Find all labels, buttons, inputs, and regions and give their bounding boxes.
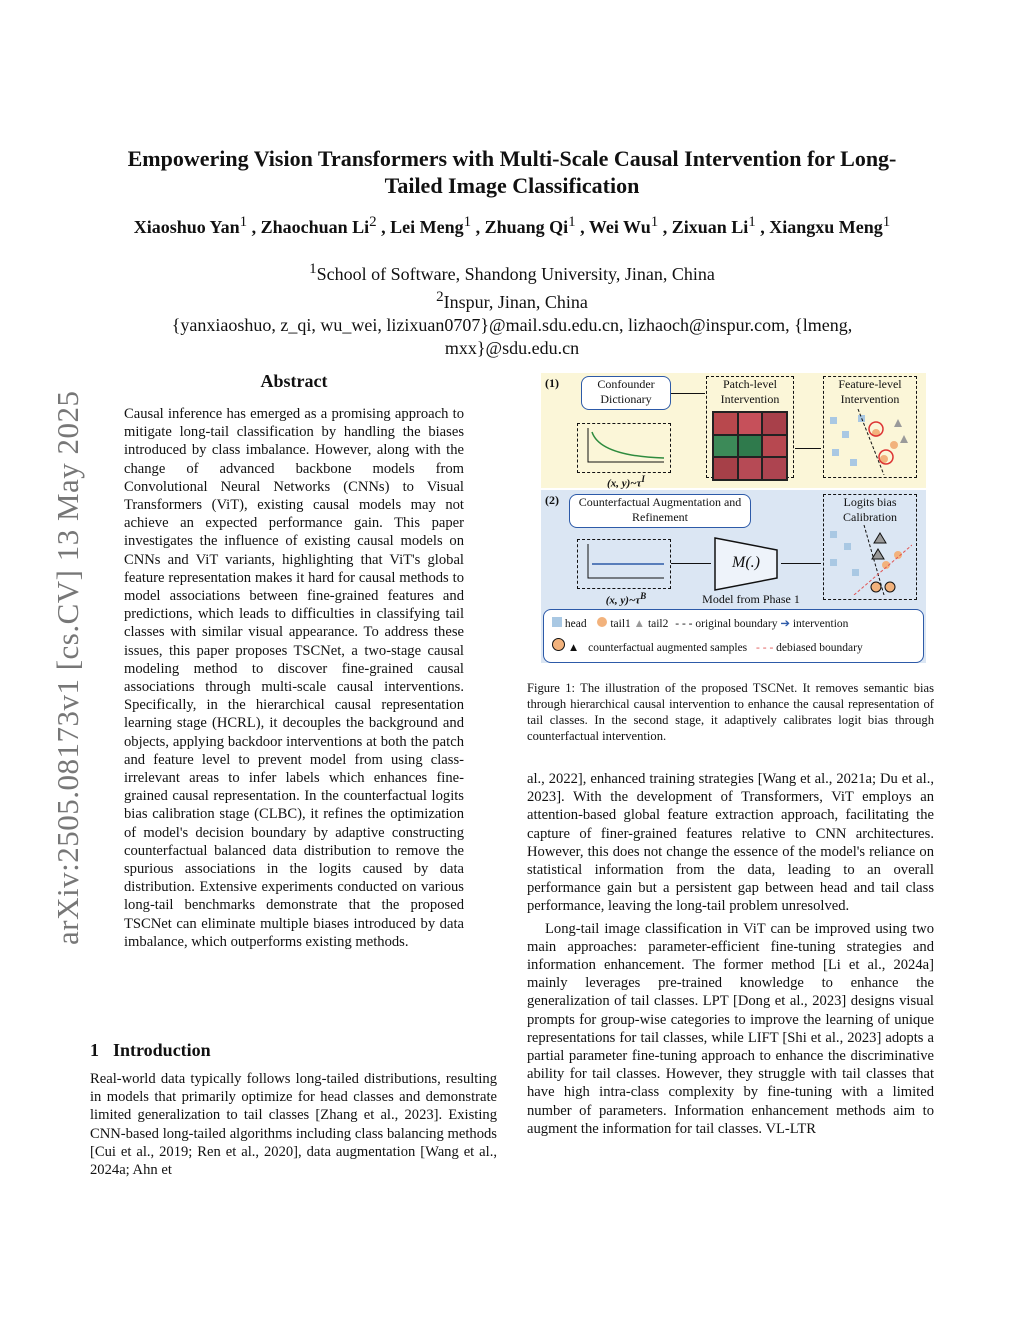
- patch-intervention-box: [706, 376, 794, 478]
- cf-circle-icon: [552, 638, 565, 651]
- arrow: [671, 393, 705, 394]
- tail1-circle-icon: [597, 617, 607, 627]
- legend-cf-samples: counterfactual augmented samples: [588, 642, 748, 654]
- distribution-label-1: (x, $y)\sim\tau^I$: [607, 474, 645, 490]
- paragraph: al., 2022], enhanced training strategies [Wang et al., 2021a; Du et al., 2023]. With the development of Transformers, ViT employs an attention-based global feature extraction approach, facilitating the capture of finer-grained features relative to CNN architectures. However, this does not change the essence of the model's reliance on statistical information from the data, leading to an overall performance gain but a persistent gap between head and tail class performance, leaving the long-tail problem unresolved.: [527, 771, 934, 915]
- arxiv-id: arXiv:2505.08173v1 [cs.CV] 13 May 2025: [50, 390, 85, 945]
- arxiv-sidebar: [30, 345, 85, 945]
- model-caption: Model from Phase 1: [702, 592, 800, 606]
- patch-intervention-label: Patch-level Intervention: [720, 377, 780, 406]
- legend-intervention: intervention: [792, 618, 849, 630]
- author: Lei Meng$^1$: [390, 214, 472, 237]
- affiliation-1: $^1$School of Software, Shandong University, Jinan, China: [309, 261, 715, 284]
- author-emails: {yanxiaoshuo, z_qi, wu_wei, lizixuan0707}@mail.sdu.edu.cn, lizhaoch@inspur.com, {lmeng, mxx}@sdu.edu.cn: [171, 315, 853, 358]
- legend-debiased: debiased boundary: [776, 642, 863, 654]
- confounder-dictionary-box: Confounder Dictionary: [581, 376, 671, 410]
- author: Zhuang Qi$^1$: [484, 214, 576, 237]
- feature-scatter-plot: [824, 409, 912, 475]
- model-label: M(.): [732, 554, 760, 571]
- legend-tail1: tail1: [610, 618, 631, 630]
- distribution-plot-2: [577, 539, 671, 589]
- logits-calibration-box: [823, 494, 917, 600]
- logits-calibration-label: Logits bias Calibration: [843, 495, 897, 524]
- feature-intervention-label: Feature-level Intervention: [838, 377, 902, 406]
- author: Wei Wu$^1$: [588, 214, 659, 237]
- figure-legend: [543, 609, 924, 663]
- arrow: [795, 448, 821, 449]
- figure-caption: Figure 1: The illustration of the proposed TSCNet. It removes semantic bias through hierarchical causal intervention to enhance the causal representation of tail classes. In the second stage, it adaptively calibrates logit bias through counterfactual intervention.: [527, 681, 934, 743]
- section-title: Introduction: [113, 1040, 211, 1060]
- legend-head: head: [564, 618, 587, 630]
- debiased-boundary-icon: - - -: [756, 642, 774, 654]
- original-boundary-icon: - - -: [675, 618, 693, 630]
- legend-original-boundary: original boundary: [695, 618, 778, 630]
- figure-1: [541, 373, 926, 663]
- author: Zixuan Li$^1$: [671, 214, 756, 237]
- abstract-text: Causal inference has emerged as a promising approach to mitigate long-tail classification by handling the biases introduced by class imbalance. However, along with the change of advanced backbone models from Convolutional Neural Networks (CNNs) to Visual Transformers (ViT), existing causal models may not achieve an expected performance gain. This paper investigates the influence of existing causal models on CNNs and ViT variants, highlighting that ViT's global feature representation makes it hard for causal methods to model associations between fine-grained features and predictions, which leads to difficulties in classifying tail classes with similar visual appearance. To address these issues, this paper proposes TSCNet, a two-stage causal modeling method to discover fine-grained causal associations through multi-scale causal interventions. Specifically, in the hierarchical causal representation learning stage (HCRL), it decouples the background and objects, applying backdoor interventions at both the patch and feature level to prevent model from using class-irrelevant areas to infer labels which enhances fine-grained causal representation. In the counterfactual logits bias calibration stage (CLBC), it refines the optimization of model's decision boundary by adaptive constructing counterfactual balanced data distribution to remove the spurious associations in the logits caused by data distribution. Extensive experiments conducted on various long-tail benchmarks demonstrate that the proposed TSCNet can eliminate multiple biases introduced by data imbalance, which outperforms existing methods.: [124, 406, 464, 950]
- right-column-text: [527, 770, 934, 1138]
- arrow: [781, 563, 821, 564]
- head-square-icon: [552, 617, 562, 627]
- abstract-heading: Abstract: [260, 371, 328, 391]
- paragraph: Long-tail image classification in ViT can be improved using two main approaches: parameter-efficient fine-tuning strategies and information enhancement. The former method [Li et al., 2024a] mainly leverages pre-trained knowledge to enhance the generalization of tail classes. LPT [Dong et al., 2023] designs visual prompts for group-wise categories to improve the learning of unique representations for tail classes, while LIFT [Shi et al., 2023] adopts a partial parameter fine-tuning approach to enhance the discriminative ability for tail classes. However, they struggle with tail classes that have high intra-class complexity by fine-tuning with a limited number of parameters. Information enhancement methods aim to augment the information for tail classes. VL-LTR: [527, 920, 934, 1137]
- intervention-arrow-icon: ➔: [780, 618, 790, 630]
- author: Xiaoshuo Yan$^1$: [133, 214, 248, 237]
- arrow: [671, 563, 711, 564]
- legend-tail2: tail2: [647, 618, 669, 630]
- section-heading-introduction: [90, 1040, 211, 1061]
- author-list: Xiaoshuo Yan$^1$ , Zhaochuan Li$^2$ , Lei Meng$^1$ , Zhuang Qi$^1$ , Wei Wu$^1$ , Zixuan Li$^1$ , Xiangxu Meng$^1$: [133, 214, 891, 237]
- counterfactual-augmentation-box: Counterfactual Augmentation and Refinement: [569, 494, 751, 528]
- stage2-label: (2): [545, 493, 559, 507]
- author: Zhaochuan Li$^2$: [260, 214, 377, 237]
- paper-title: Empowering Vision Transformers with Multi-Scale Causal Intervention for Long-Tailed Image Classification: [127, 146, 897, 198]
- feature-intervention-box: [823, 376, 917, 478]
- distribution-label-2: (x, $y)\sim\tau^B$: [605, 591, 647, 607]
- affiliation-2: $^2$Inspur, Jinan, China: [436, 289, 588, 312]
- stage1-label: (1): [545, 376, 559, 390]
- cf-triangle-icon: ▲: [567, 642, 580, 654]
- distribution-plot-1: [577, 423, 671, 473]
- affiliations: [110, 258, 914, 360]
- patch-grid-image: [712, 411, 788, 481]
- introduction-text: Real-world data typically follows long-tailed distributions, resulting in models that primarily optimize for head classes and demonstrate limited generalization to tail classes [Zhang et al., 2023]. Existing CNN-based long-tailed algorithms including class balancing methods [Cui et al., 2019; Ren et al., 2020], data augmentation [Wang et al., 2024a; Ahn et: [90, 1071, 497, 1179]
- calibration-scatter-plot: [824, 525, 912, 595]
- tail2-triangle-icon: ▲: [633, 618, 646, 630]
- author: Xiangxu Meng$^1$: [769, 214, 891, 237]
- section-number: 1: [90, 1040, 99, 1060]
